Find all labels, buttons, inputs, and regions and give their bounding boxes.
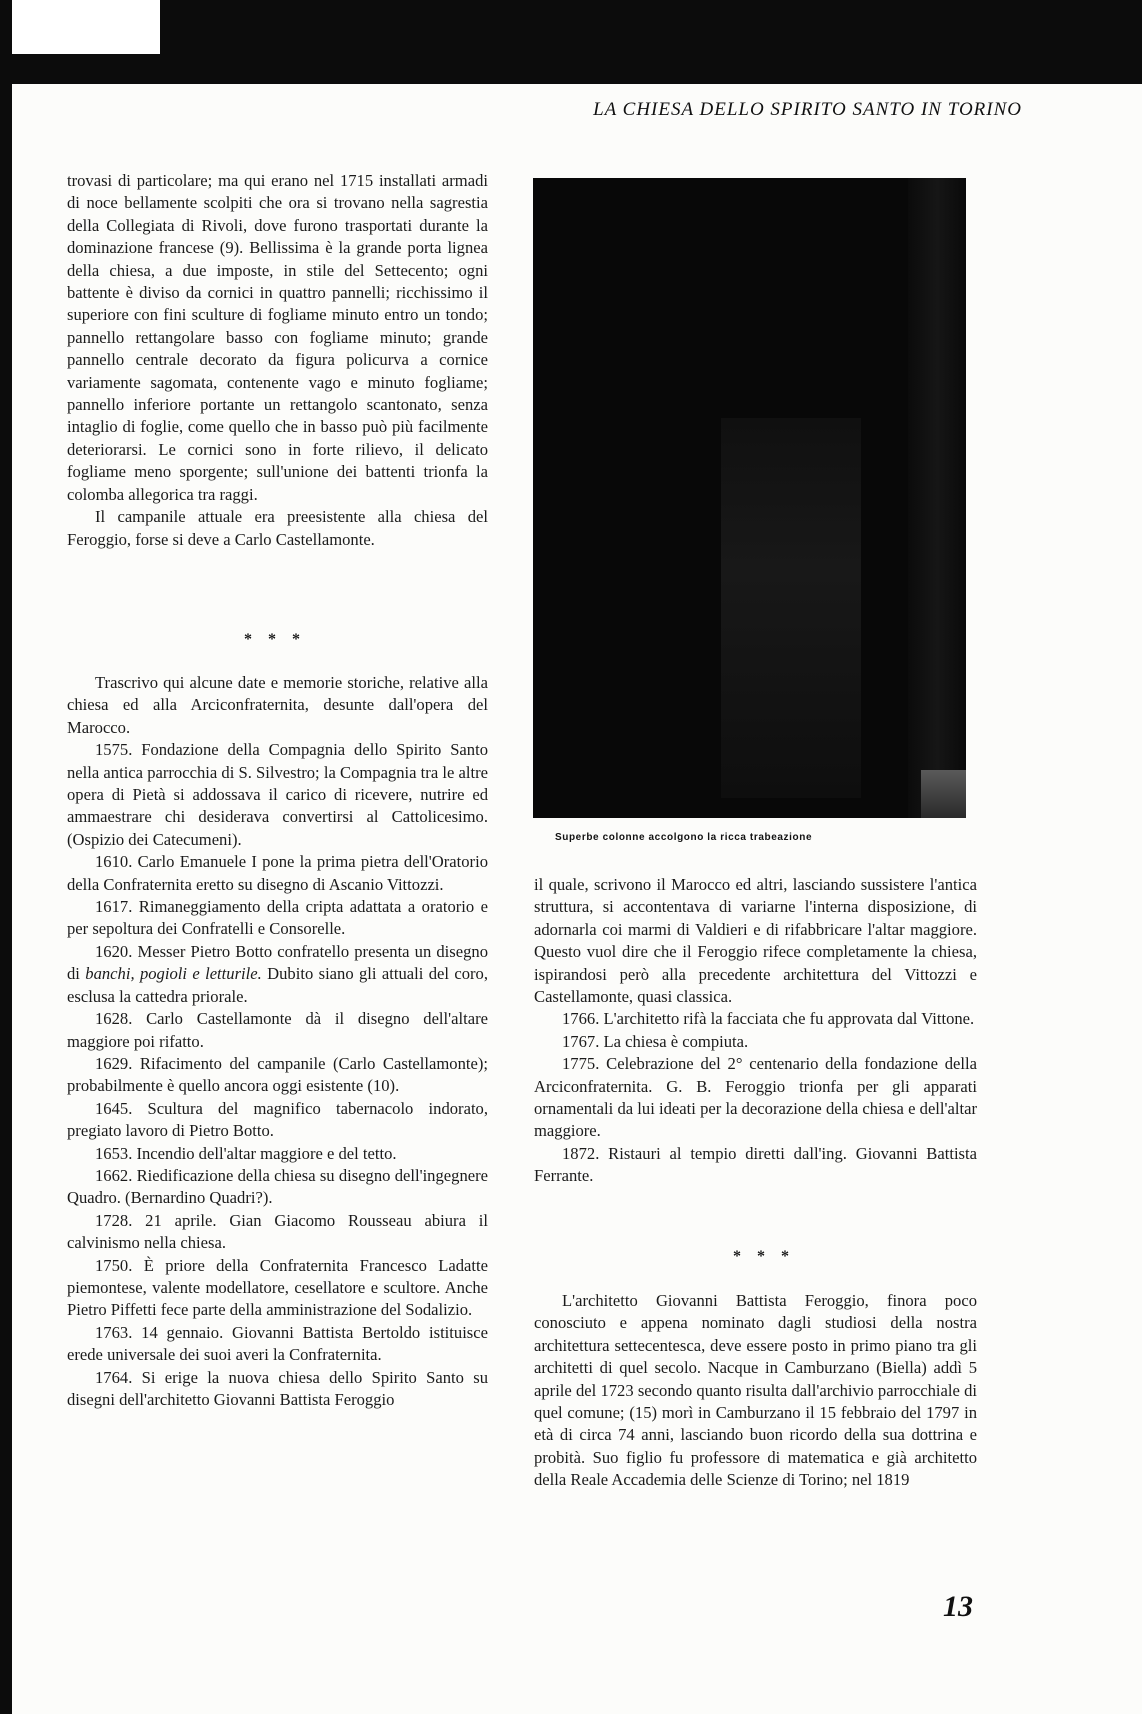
- chronology-entry: 1617. Rimaneggiamento della cripta adattata a oratorio e per sepoltura dei Confratelli e Consorelle.: [67, 897, 488, 939]
- chronology-entry: 1766. L'architetto rifà la facciata che fu approvata dal Vittone.: [562, 1009, 975, 1029]
- chronology-entry: 1767. La chiesa è compiuta.: [562, 1031, 749, 1051]
- left-column-top: [67, 170, 488, 551]
- chronology-entry: 1662. Riedificazione della chiesa su disegno dell'ingegnere Quadro. (Bernardino Quadri?).: [67, 1165, 488, 1208]
- section-separator: * * *: [733, 1248, 795, 1265]
- photo-doorway: [721, 418, 861, 798]
- right-column-biography: [534, 1290, 977, 1492]
- running-title: LA CHIESA DELLO SPIRITO SANTO IN TORINO: [593, 99, 1022, 120]
- paragraph: L'architetto Giovanni Battista Feroggio, finora poco conosciuto e appena nominato dagli studiosi della nostra architettura settecentesca, deve essere posto in primo piano tra gli architetti di quel secolo. Nacque in Camburzano (Biella) addì 5 aprile del 1723 secondo quanto risulta dall'archivio parrocchiale di quel comune; (15) morì in Camburzano il 15 febbraio del 1797 in età di circa 74 anni, lasciando buon ricordo della sua dottrina e probità. Suo figlio fu professore di matematica e già architetto della Reale Accademia delle Scienze di Torino; nel 1819: [534, 1291, 977, 1490]
- paragraph: trovasi di particolare; ma qui erano nel 1715 installati armadi di noce bellamente scolpiti che ora si trovano nella sagrestia della Collegiata di Rivoli, dove furono trasportati durante la dominazione francese (9). Bellissima è la grande porta lignea della chiesa, a due imposte, in stile del Settecento; ogni battente è diviso da cornici in quattro pannelli; ricchissimo il superiore con fini sculture di fogliame minuto entro un tondo; pannello rettangolare basso con fogliame minuto; grande pannello centrale decorato da figura policurva a cornice variamente sagomata, contenente vago e minuto fogliame; pannello inferiore portante un rettangolo scantonato, senza intaglio di foglie, come quello che in basso può più facilmente deteriorarsi. Le cornici sono in forte rilievo, il delicato fogliame meno sporgente; sull'unione dei battenti trionfa la colomba allegorica tra raggi.: [67, 171, 488, 504]
- right-column: [534, 874, 977, 1188]
- left-column-bottom: [67, 672, 488, 1411]
- paragraph: Il campanile attuale era preesistente alla chiesa del Feroggio, forse si deve a Carlo Castellamonte.: [67, 507, 488, 549]
- photo-column: [908, 178, 966, 818]
- chronology-entry: 1645. Scultura del magnifico tabernacolo indorato, pregiato lavoro di Pietro Botto.: [67, 1098, 488, 1141]
- chronology-entry: 1653. Incendio dell'altar maggiore e del tetto.: [95, 1143, 397, 1163]
- chronology-entry: 1872. Ristauri al tempio diretti dall'ing. Giovanni Battista Ferrante.: [534, 1143, 977, 1186]
- scan-border-top-left: [0, 54, 170, 84]
- chronology-entry: 1764. Si erige la nuova chiesa dello Spirito Santo su disegni dell'architetto Giovanni Battista Feroggio: [67, 1367, 488, 1409]
- page-number: 13: [943, 1590, 973, 1623]
- paragraph: Trascrivo qui alcune date e memorie storiche, relative alla chiesa ed alla Arciconfraternita, desunte dall'opera del Marocco.: [67, 673, 488, 737]
- church-interior-photo: [533, 178, 966, 818]
- entry-emphasis: banchi, pogioli e letturile.: [85, 964, 262, 984]
- chronology-entry: 1775. Celebrazione del 2° centenario della fondazione della Arciconfraternita. G. B. Feroggio trionfa per gli apparati ornamentali da lui ideati per la decorazione della chiesa e dell'altar maggiore.: [534, 1054, 977, 1141]
- photo-caption: Superbe colonne accolgono la ricca trabeazione: [555, 832, 813, 843]
- chronology-entry: 1750. È priore della Confraternita Francesco Ladatte piemontese, valente modellatore, cesellatore e scultore. Anche Pietro Piffetti fece parte della amministrazione del Sodalizio.: [67, 1255, 488, 1320]
- chronology-entry: 1610. Carlo Emanuele I pone la prima pietra dell'Oratorio della Confraternita eretto su disegno di Ascanio Vittozzi.: [67, 852, 488, 894]
- chronology-entry: 1763. 14 gennaio. Giovanni Battista Bertoldo istituisce erede universale dei suoi averi la Confraternita.: [67, 1322, 488, 1365]
- chronology-entry: 1575. Fondazione della Compagnia dello Spirito Santo nella antica parrocchia di S. Silvestro; la Compagnia tra le altre opera di Pietà si addossava il carico di ricevere, nutrire ed ammaestrare chi desiderava convertirsi al Cattolicesimo. (Ospizio dei Catecumeni).: [67, 740, 488, 849]
- entry-text: 1620. Messer Pietro Botto confratello presenta un disegno di: [67, 941, 488, 984]
- entry-text: Dubito siano gli attuali del coro, esclusa la cattedra priorale.: [67, 964, 489, 1006]
- paragraph: il quale, scrivono il Marocco ed altri, lasciando sussistere l'antica struttura, si accontentava di variarne l'interna disposizione, di adornarla coi marmi di Valdieri e di rifabbricare l'altar maggiore. Questo vuol dire che il Feroggio rifece completamente la chiesa, ispirandosi però alla precedente architettura del Vittozzi e Castellamonte, quasi classica.: [534, 875, 977, 1007]
- scan-border-top: [160, 0, 1142, 84]
- chronology-entry: 1628. Carlo Castellamonte dà il disegno dell'altare maggiore poi rifatto.: [67, 1009, 488, 1051]
- section-separator: * * *: [244, 631, 306, 648]
- scan-border-left: [0, 0, 12, 1714]
- chronology-entry: [67, 941, 488, 1008]
- chronology-entry: 1728. 21 aprile. Gian Giacomo Rousseau abiura il calvinismo nella chiesa.: [67, 1210, 488, 1253]
- chronology-entry: 1629. Rifacimento del campanile (Carlo Castellamonte); probabilmente è quello ancora oggi esistente (10).: [67, 1053, 488, 1096]
- photo-column-base: [921, 770, 966, 818]
